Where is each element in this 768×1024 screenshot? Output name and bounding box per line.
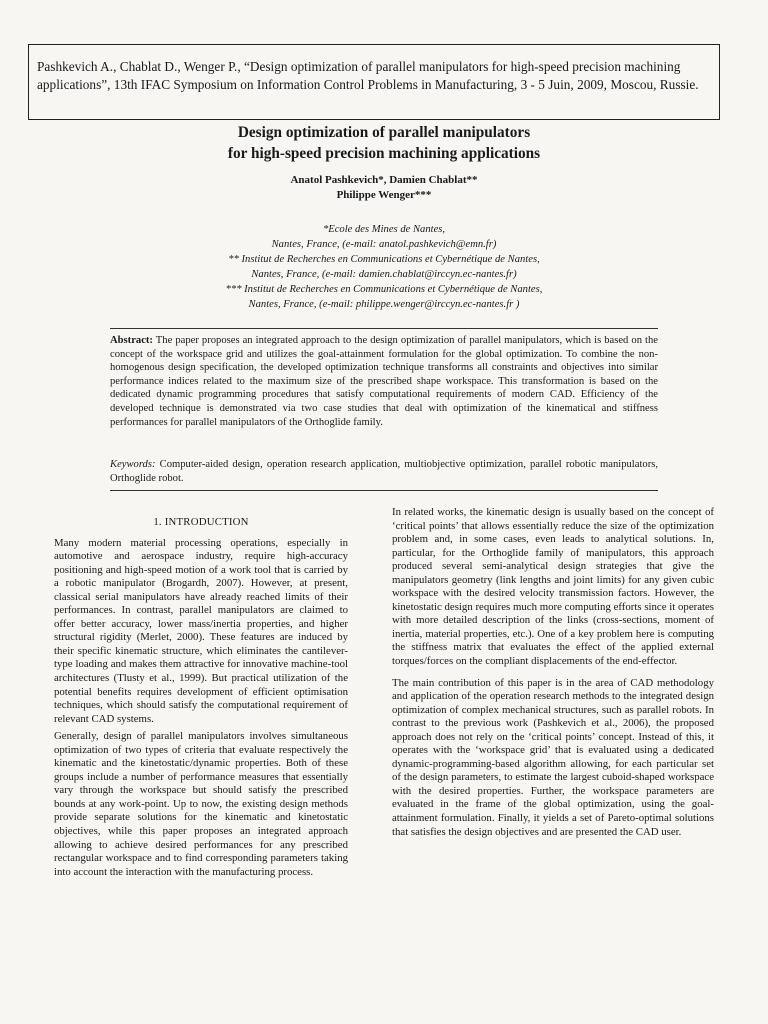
authors-line-1: Anatol Pashkevich*, Damien Chablat** [290, 174, 478, 186]
abstract-top-rule [110, 328, 658, 329]
abstract-bottom-rule [110, 490, 658, 491]
keywords-text: Computer-aided design, operation research application, multiobjective optimization, parallel robotic manipulators, Orthoglide robot. [110, 459, 658, 484]
paragraph: The main contribution of this paper is in the area of CAD methodology and application of the operation research methods to the integrated design optimization of complex mechanical structures, such as parallel robots. In contrast to the previous work (Pashkevich et al., 2006), the proposed approach does not rely on the ‘critical points’ concept. Instead of this, it operates with the ‘workspace grid’ that is evaluated using a dedicated dynamic-programming-based algorithm allowing, for each particular set of the design parameters, to estimate the largest cuboid-shaped workspace with the desired properties. Further, the workspace parameters are evaluated in the frame of the global optimization, using the goal-attainment formulation. Finally, it yields a set of Pareto-optimal solutions that satisfies the design objectives and are presented the CAD user. [392, 676, 714, 838]
affiliation-line: Nantes, France, (e-mail: philippe.wenger@irccyn.ec-nantes.fr ) [248, 299, 520, 311]
affiliation-line: Nantes, France, (e-mail: damien.chablat@irccyn.ec-nantes.fr) [251, 269, 517, 281]
authors-line-2: Philippe Wenger*** [336, 189, 432, 201]
title-line-2: for high-speed precision machining applications [227, 145, 541, 162]
affiliation-line: ** Institut de Recherches en Communications et Cybernétique de Nantes, [228, 254, 540, 266]
keywords-label: Keywords: [110, 459, 156, 470]
affiliation-line: *Ecole des Mines de Nantes, [322, 224, 446, 235]
keywords [110, 458, 658, 485]
paper-title [0, 122, 768, 164]
section-heading: 1. INTRODUCTION [153, 516, 249, 528]
abstract-label: Abstract: [110, 335, 153, 346]
authors [0, 173, 768, 203]
affiliation-line: Nantes, France, (e-mail: anatol.pashkevich@emn.fr) [271, 239, 497, 251]
citation-box [28, 44, 720, 120]
citation-text: Pashkevich A., Chablat D., Wenger P., “Design optimization of parallel manipulators for high-speed precision machining applications”, 13th IFAC Symposium on Information Control Problems in Manufacturing, 3 - 5 Juin, 2009, Moscou, Russie. [37, 59, 699, 92]
title-line-1: Design optimization of parallel manipulators [237, 124, 531, 141]
paragraph: In related works, the kinematic design is usually based on the concept of ‘critical points’ that allows essentially reduce the size of the optimization problem and, in some cases, even leads to analytical solutions. In, particular, for the Orthoglide family of manipulators, this approach produced several semi-analytical design strategies that give the manipulators geometry (link lengths and joint limits) for any given cubic workspace with the desired velocity transmission factors. However, the kinetostatic design requires much more computing efforts since it operates with more detailed description of the links (cross-sections, moment of inertia, material properties, etc.). One of a key problem here is computing the stiffness matrix that evaluates the effect of the applied external torques/forces on the compliant displacements of the end-effector. [392, 506, 714, 668]
abstract-text: The paper proposes an integrated approach to the design optimization of parallel manipulators, which is based on the concept of the workspace grid and utilizes the goal-attainment formulation for the global optimization. To combine the non-homogenous design specification, the developed optimization technique transforms all constraints and objectives into similar performance indices related to the maximum size of the prescribed shape workspace. This transformation is based on the dedicated dynamic programming procedures that satisfy computational requirements of modern CAD. Efficiency of the developed technique is demonstrated via two case studies that deal with optimization of the kinematical and stiffness performances for parallel manipulators of the Orthoglide family. [110, 335, 658, 428]
affiliations [0, 222, 768, 313]
abstract [110, 334, 658, 429]
left-column [54, 506, 348, 883]
affiliation-line: *** Institut de Recherches en Communications et Cybernétique de Nantes, [225, 284, 543, 296]
paragraph: Generally, design of parallel manipulators involves simultaneous optimization of two types of criteria that evaluate respectively the kinematic and the kinetostatic/dynamic properties. Both of these groups include a number of performance measures that essentially vary through the workspace but should satisfy the prescribed bounds at any work-point. Up to now, the existing design methods provide separate solutions for the kinematic and kinetostatic objectives, while this paper proposes an integrated approach allowing to achieve desired performances for any prescribed rectangular workspace and to find corresponding parameters taking into account the interaction with the manufacturing process. [54, 730, 348, 878]
right-column [392, 506, 714, 843]
paragraph: Many modern material processing operations, especially in automotive and aerospace industry, require high-accuracy positioning and high-speed motion of a work tool that is carried by a robotic manipulator (Brogardh, 2007). However, at present, classical serial manipulators have already reached limits of their performances. In contrast, parallel manipulators are claimed to offer better accuracy, lower mass/inertia properties, and higher structural rigidity (Merlet, 2000). These features are induced by their specific kinematic structure, which eliminates the cantilever-type loading and makes them attractive for innovative machine-tool architectures (Tlusty et al., 1999). But practical utilization of the potential benefits requires development of efficient optimisation techniques, which should satisfy the computational requirement of relevant CAD systems. [54, 536, 348, 725]
